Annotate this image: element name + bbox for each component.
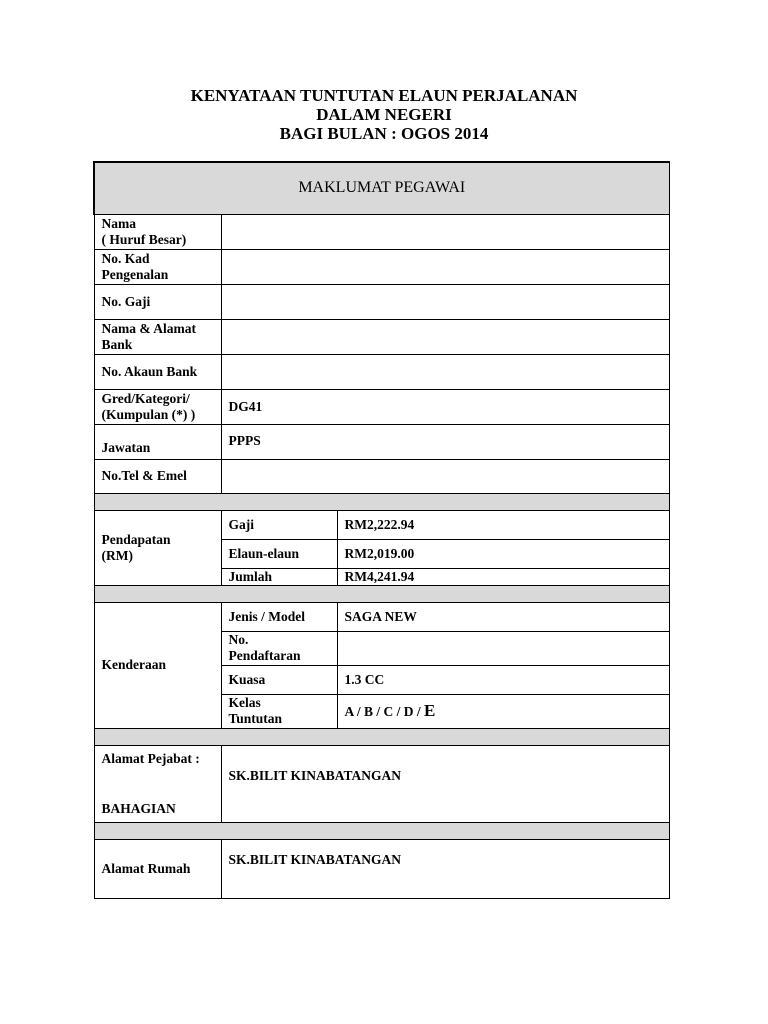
alamat-rumah-field[interactable]: SK.BILIT KINABATANGAN xyxy=(221,839,669,898)
alamat-rumah-label: Alamat Rumah xyxy=(94,839,221,898)
jumlah-label: Jumlah xyxy=(221,568,337,585)
no-gaji-label: No. Gaji xyxy=(94,284,221,319)
elaun-field[interactable]: RM2,019.00 xyxy=(337,539,669,568)
bank-label: Nama & Alamat Bank xyxy=(94,319,221,354)
separator-row xyxy=(94,493,669,510)
kelas-tuntutan-label: Kelas Tuntutan xyxy=(221,694,337,728)
alamat-pejabat-field[interactable]: SK.BILIT KINABATANGAN xyxy=(221,745,669,822)
nama-label: Nama ( Huruf Besar) xyxy=(94,214,221,249)
kad-pengenalan-label: No. Kad Pengenalan xyxy=(94,249,221,284)
kelas-tuntutan-field[interactable] xyxy=(337,694,669,728)
gred-label: Gred/Kategori/ (Kumpulan (*) ) xyxy=(94,389,221,424)
elaun-label: Elaun-elaun xyxy=(221,539,337,568)
kuasa-field[interactable]: 1.3 CC xyxy=(337,665,669,694)
akaun-bank-label: No. Akaun Bank xyxy=(94,354,221,389)
kelas-selected: E xyxy=(424,700,436,720)
separator-row xyxy=(94,728,669,745)
jawatan-label: Jawatan xyxy=(94,424,221,459)
model-label: Jenis / Model xyxy=(221,602,337,631)
akaun-bank-field[interactable] xyxy=(221,354,669,389)
gaji-label: Gaji xyxy=(221,510,337,539)
pendaftaran-label: No. Pendaftaran xyxy=(221,631,337,665)
separator-row xyxy=(94,585,669,602)
kenderaan-label: Kenderaan xyxy=(94,602,221,728)
gaji-field[interactable]: RM2,222.94 xyxy=(337,510,669,539)
form-title xyxy=(0,86,768,143)
title-line-3: BAGI BULAN : OGOS 2014 xyxy=(279,124,489,143)
no-gaji-field[interactable] xyxy=(221,284,669,319)
alamat-pejabat-label: Alamat Pejabat : BAHAGIAN xyxy=(94,745,221,822)
title-line-2: DALAM NEGERI xyxy=(316,105,452,124)
tel-emel-field[interactable] xyxy=(221,459,669,493)
tel-emel-label: No.Tel & Emel xyxy=(94,459,221,493)
nama-field[interactable] xyxy=(221,214,669,249)
jawatan-field[interactable]: PPPS xyxy=(221,424,669,459)
model-field[interactable]: SAGA NEW xyxy=(337,602,669,631)
section-header-maklumat-pegawai: MAKLUMAT PEGAWAI xyxy=(94,162,669,214)
pendaftaran-field[interactable] xyxy=(337,631,669,665)
bank-field[interactable] xyxy=(221,319,669,354)
kad-pengenalan-field[interactable] xyxy=(221,249,669,284)
jumlah-field[interactable]: RM4,241.94 xyxy=(337,568,669,585)
claim-form-table xyxy=(93,161,670,899)
separator-row xyxy=(94,822,669,839)
pendapatan-label: Pendapatan (RM) xyxy=(94,510,221,585)
gred-field[interactable]: DG41 xyxy=(221,389,669,424)
kelas-options: A / B / C / D / xyxy=(344,703,425,719)
kuasa-label: Kuasa xyxy=(221,665,337,694)
title-line-1: KENYATAAN TUNTUTAN ELAUN PERJALANAN xyxy=(190,86,578,105)
bahagian-label: BAHAGIAN xyxy=(101,800,176,816)
